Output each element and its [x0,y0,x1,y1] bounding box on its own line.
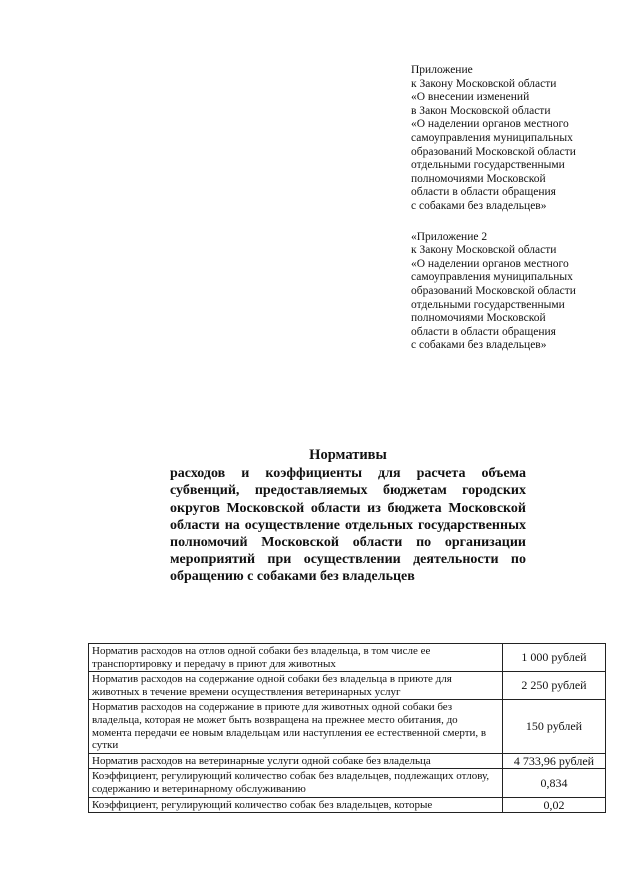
appendix-line: в Закон Московской области [411,104,551,117]
row-label: Норматив расходов на содержание в приюте для животных одной собаки без владельца, которая не может быть возвращена на прежнее место обитания, до момента передачи ее новым владельцам или наступления ее естественной смерти, в сутки [89,700,503,753]
row-value: 150 рублей [503,700,606,753]
appendix-block-2 [411,231,601,353]
appendix-line: самоуправления муниципальных [411,271,573,284]
row-value: 4 733,96 рублей [503,753,606,769]
appendix-line: области в области обращения [411,186,556,199]
appendix-line: к Закону Московской области [411,244,557,257]
table-row [89,672,606,700]
title-body: расходов и коэффициенты для расчета объема субвенций, предоставляемых бюджетам городских округов Московской области из бюджета Московской области на осуществление отдельных государственных полномочий Московской области по организации мероприятий при осуществлении деятельности по обращению с собаками без владельцев [170,466,526,585]
appendix-line: области в области обращения [411,325,556,338]
page-bottom-margin [0,829,640,895]
row-label: Норматив расходов на ветеринарные услуги одной собаке без владельца [89,753,503,769]
appendix-line: образований Московской области [411,145,576,158]
table-row [89,753,606,769]
appendix-header [411,64,601,353]
table-row [89,797,606,813]
document-title [170,447,526,586]
row-label: Коэффициент, регулирующий количество собак без владельцев, которые [89,797,503,813]
appendix-line: полномочиями Московской [411,172,546,185]
table-row [89,644,606,672]
title-heading: Нормативы [309,447,387,463]
appendix-block-1 [411,64,601,214]
appendix-line: образований Московской области [411,284,576,297]
row-value: 0,02 [503,797,606,813]
appendix-line: с собаками без владельцев» [411,199,547,212]
row-label: Коэффициент, регулирующий количество собак без владельцев, подлежащих отлову, содержанию и ветеринарному обслуживанию [89,769,503,797]
appendix-line: полномочиями Московской [411,312,546,325]
appendix-line: отдельными государственными [411,298,565,311]
row-label: Норматив расходов на отлов одной собаки без владельца, в том числе ее транспортировку и передачу в приют для животных [89,644,503,672]
appendix-line: «О наделении органов местного [411,257,569,270]
row-label: Норматив расходов на содержание одной собаки без владельца в приюте для животных в течение времени осуществления ветеринарных услуг [89,672,503,700]
appendix-line: Приложение [411,64,473,76]
row-value: 1 000 рублей [503,644,606,672]
appendix-line: отдельными государственными [411,159,565,172]
row-value: 0,834 [503,769,606,797]
appendix-line: «О внесении изменений [411,91,530,104]
appendix-line: «Приложение 2 [411,230,488,243]
appendix-line: к Закону Московской области [411,77,557,90]
table-row [89,700,606,753]
appendix-line: самоуправления муниципальных [411,131,573,144]
appendix-line: «О наделении органов местного [411,118,569,131]
table-row [89,769,606,797]
norms-table [88,643,606,813]
appendix-line: с собаками без владельцев» [411,339,547,352]
row-value: 2 250 рублей [503,672,606,700]
